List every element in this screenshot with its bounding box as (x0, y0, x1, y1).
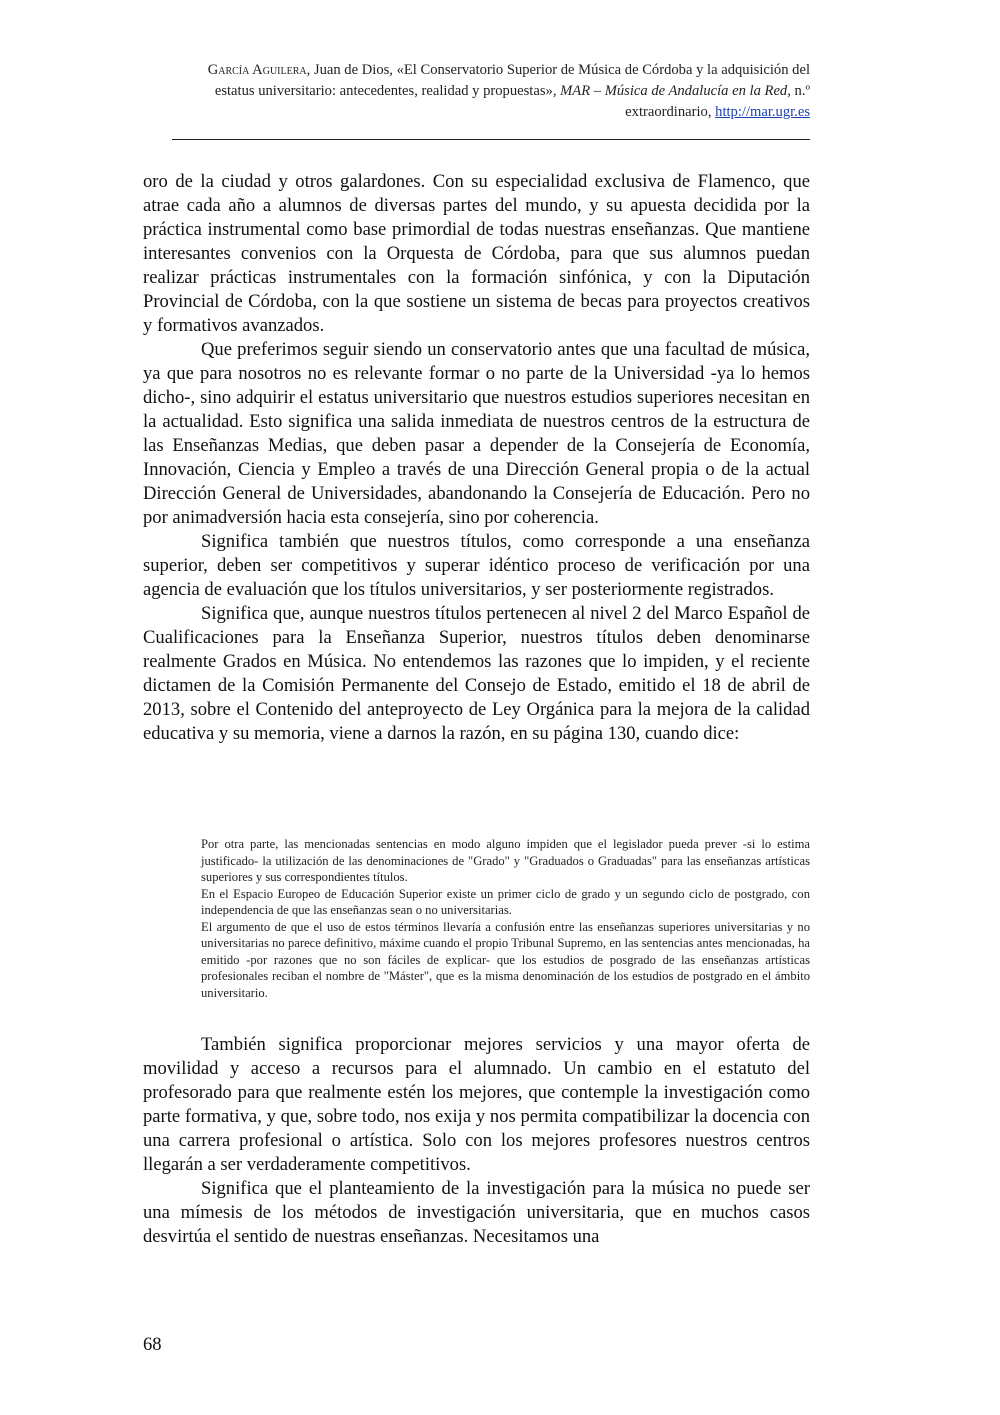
quote-paragraph: El argumento de que el uso de estos términos llevaría a confusión entre las enseñanzas superiores universitarias y no universitarias no parece definitivo, máxime cuando el propio Tribunal Supremo, en las sentencias antes mencionadas, ha emitido -por razones que no son fáciles de explicar- que los estudios de posgrado de las enseñanzas artísticas profesionales reciban el nombre de "Máster", que es la misma denominación de los estudios de postgrado en el ámbito universitario. (201, 919, 810, 1000)
journal-url-link[interactable]: http://mar.ugr.es (715, 104, 810, 120)
page-number: 68 (143, 1334, 162, 1355)
paragraph: Significa también que nuestros títulos, como corresponde a una enseñanza superior, deben ser competitivos y superar idéntico proceso de verificación por una agencia de evaluación que los títulos universitarios, y ser posteriormente registrados. (143, 531, 810, 600)
quote-paragraph: Por otra parte, las mencionadas sentencias en modo alguno impiden que el legislador pueda prever -si lo estima justificado- la utilización de las denominaciones de "Grado" y "Graduados o Graduadas" para las enseñanzas artísticas superiores y sus correspondientes títulos. (201, 837, 810, 884)
paragraph: Significa que el planteamiento de la investigación para la música no puede ser una mímesis de los métodos de investigación universitaria, que en muchos casos desvirtúa el sentido de nuestras enseñanzas. Necesitamos una (143, 1178, 810, 1247)
paragraph: Significa que, aunque nuestros títulos pertenecen al nivel 2 del Marco Español de Cualificaciones para la Enseñanza Superior, nuestros títulos deben denominarse realmente Grados en Música. No entendemos las razones que lo impiden, y el reciente dictamen de la Comisión Permanente del Consejo de Estado, emitido el 18 de abril de 2013, sobre el Contenido del anteproyecto de Ley Orgánica para la mejora de la calidad educativa y su memoria, viene a darnos la razón, en su página 130, cuando dice: (143, 603, 810, 744)
header-divider (172, 139, 810, 140)
author-surname: García Aguilera (207, 62, 307, 78)
main-text (143, 170, 810, 746)
running-header (190, 60, 810, 123)
issue-label: n.º extraordinario, (625, 83, 810, 120)
article-citation: , Juan de Dios, «El Conservatorio Superior de Música de Córdoba y la adquisición del estatus universitario: antecedentes, realidad y propuestas», (214, 62, 810, 99)
journal-title: MAR – Música de Andalucía en la Red, (560, 83, 791, 99)
paragraph: Que preferimos seguir siendo un conservatorio antes que una facultad de música, ya que para nosotros no es relevante formar o no parte de la Universidad -ya lo hemos dicho-, sino adquirir el estatus universitario que nuestros estudios superiores necesitan en la actualidad. Esto significa una salida inmediata de nuestros centros de la estructura de las Enseñanzas Medias, que deben pasar a depender de la Consejería de Economía, Innovación, Ciencia y Empleo a través de una Dirección General propia o de la actual Dirección General de Universidades, abandonando la Consejería de Educación. Pero no por animadversión hacia esta consejería, sino por coherencia. (143, 339, 810, 528)
quote-paragraph: En el Espacio Europeo de Educación Superior existe un primer ciclo de grado y un segundo ciclo de postgrado, con independencia de que las enseñanzas sean o no universitarias. (201, 886, 810, 917)
paragraph: También significa proporcionar mejores servicios y una mayor oferta de movilidad y acceso a recursos para el alumnado. Un cambio en el estatuto del profesorado para que realmente estén los mejores, que contemple la investigación como parte formativa, y que, sobre todo, nos exija y nos permita compatibilizar la docencia con una carrera profesional o artística. Solo con los mejores profesores nuestros centros llegarán a ser verdaderamente competitivos. (143, 1034, 810, 1175)
paragraph: oro de la ciudad y otros galardones. Con su especialidad exclusiva de Flamenco, que atrae cada año a alumnos de diversas partes del mundo, y su apuesta decidida por la práctica instrumental como base primordial de todas nuestras enseñanzas. Que mantiene interesantes convenios con la Orquesta de Córdoba, para que sus alumnos puedan realizar prácticas instrumentales con la formación sinfónica, y con la Diputación Provincial de Córdoba, con la que sostiene un sistema de becas para proyectos creativos y formativos avanzados. (143, 171, 810, 336)
block-quote (201, 836, 810, 1001)
main-text-continued (143, 1033, 810, 1249)
